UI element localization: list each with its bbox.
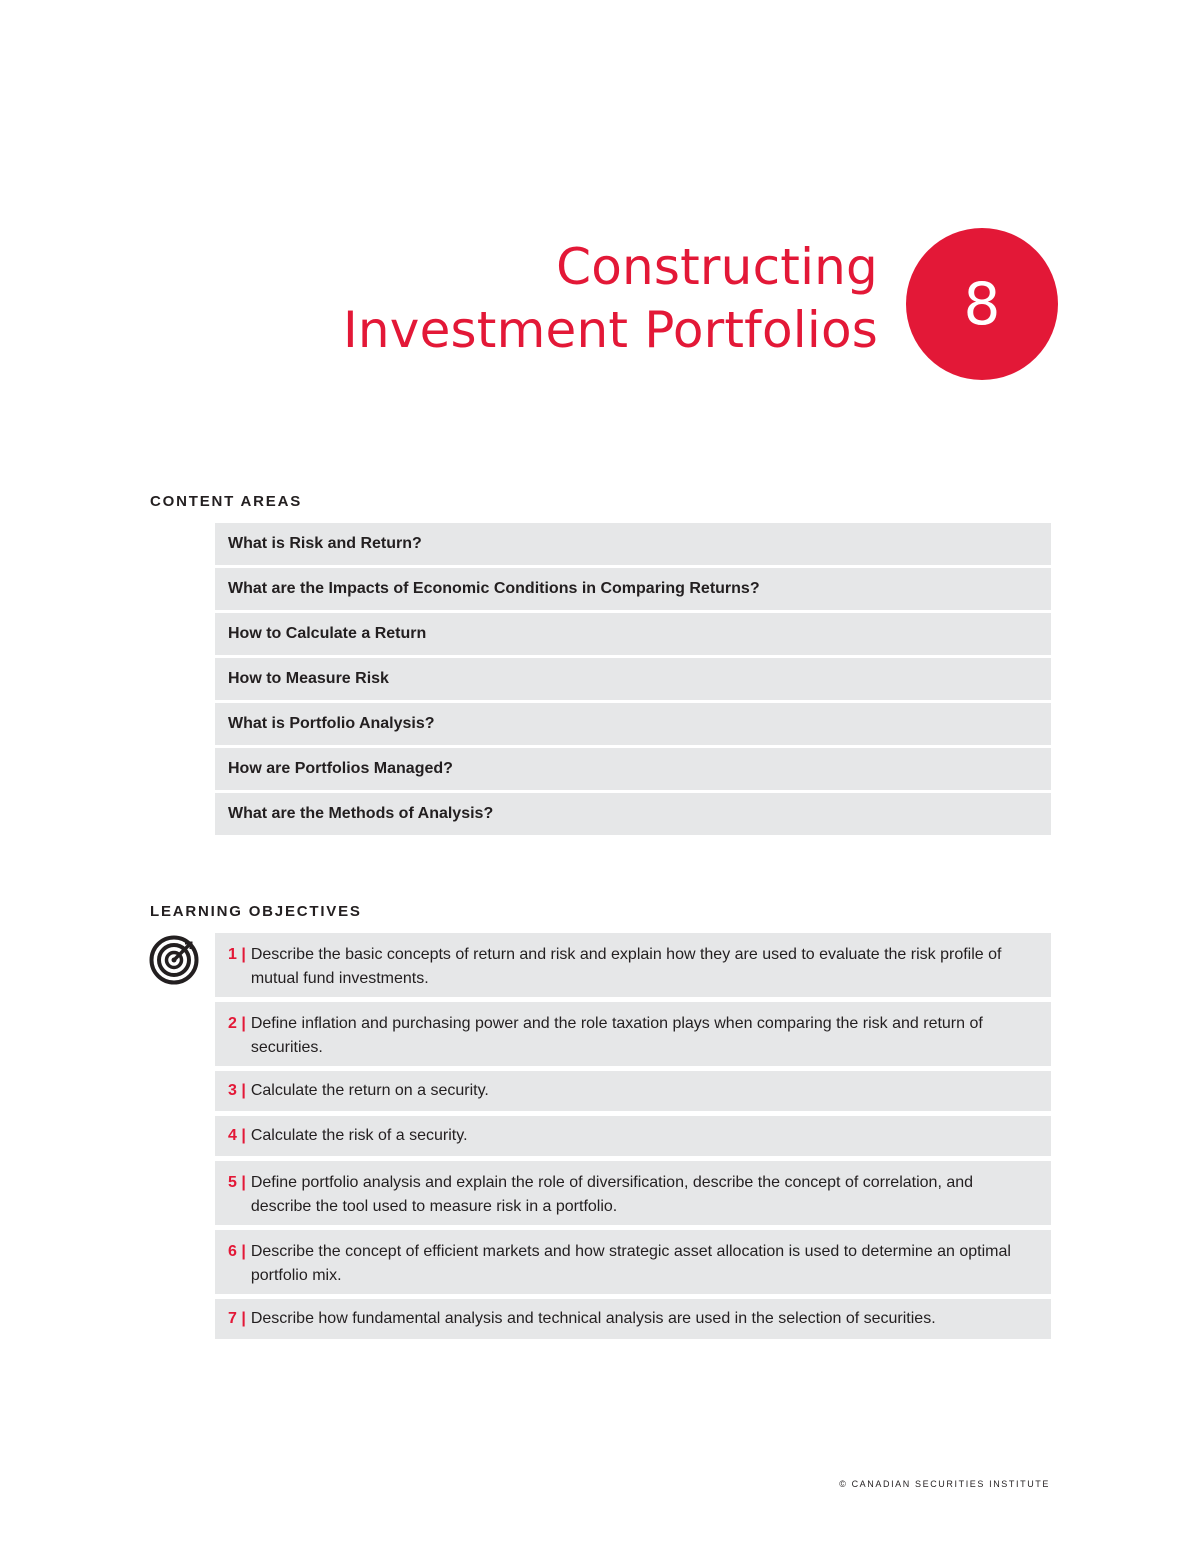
objective-number: 5 | [228, 1174, 246, 1191]
learning-objective-item [215, 933, 1051, 997]
content-area-item: What are the Methods of Analysis? [215, 793, 1051, 835]
content-area-item: How are Portfolios Managed? [215, 748, 1051, 790]
learning-objective-item [215, 1116, 1051, 1156]
objective-number: 4 | [228, 1127, 246, 1144]
objective-number: 3 | [228, 1082, 246, 1099]
content-area-item: How to Measure Risk [215, 658, 1051, 700]
learning-objective-item [215, 1002, 1051, 1066]
chapter-title [343, 236, 878, 362]
chapter-title-line-1: Constructing [556, 238, 878, 296]
content-area-item: What are the Impacts of Economic Conditions in Comparing Returns? [215, 568, 1051, 610]
objective-number: 7 | [228, 1310, 246, 1327]
objective-text: Calculate the risk of a security. [250, 1127, 468, 1144]
copyright-footer: © CANADIAN SECURITIES INSTITUTE [839, 1479, 1050, 1489]
content-areas-list [215, 523, 1051, 838]
content-areas-heading: CONTENT AREAS [150, 493, 303, 510]
learning-objectives-list [215, 933, 1051, 1344]
content-area-item: What is Risk and Return? [215, 523, 1051, 565]
objective-number: 2 | [228, 1015, 246, 1032]
objective-text: Describe how fundamental analysis and technical analysis are used in the selection of securities. [250, 1310, 936, 1327]
target-icon [149, 935, 199, 985]
objective-text: Define portfolio analysis and explain the role of diversification, describe the concept of correlation, and describe the tool used to measure risk in a portfolio. [250, 1174, 974, 1215]
objective-number: 6 | [228, 1243, 246, 1260]
content-area-item: What is Portfolio Analysis? [215, 703, 1051, 745]
learning-objective-item [215, 1161, 1051, 1225]
objective-number: 1 | [228, 946, 246, 963]
learning-objective-item [215, 1071, 1051, 1111]
chapter-number: 8 [963, 270, 1001, 338]
objective-text: Define inflation and purchasing power and the role taxation plays when comparing the risk and return of securities. [250, 1015, 983, 1056]
objective-text: Calculate the return on a security. [250, 1082, 489, 1099]
objective-text: Describe the concept of efficient markets and how strategic asset allocation is used to determine an optimal portfolio mix. [250, 1243, 1011, 1284]
content-area-item: How to Calculate a Return [215, 613, 1051, 655]
chapter-number-badge [906, 228, 1058, 380]
learning-objectives-heading: LEARNING OBJECTIVES [150, 903, 362, 920]
objective-text: Describe the basic concepts of return and risk and explain how they are used to evaluate the risk profile of mutual fund investments. [250, 946, 1002, 987]
learning-objective-item [215, 1299, 1051, 1339]
chapter-title-line-2: Investment Portfolios [342, 301, 878, 359]
learning-objective-item [215, 1230, 1051, 1294]
